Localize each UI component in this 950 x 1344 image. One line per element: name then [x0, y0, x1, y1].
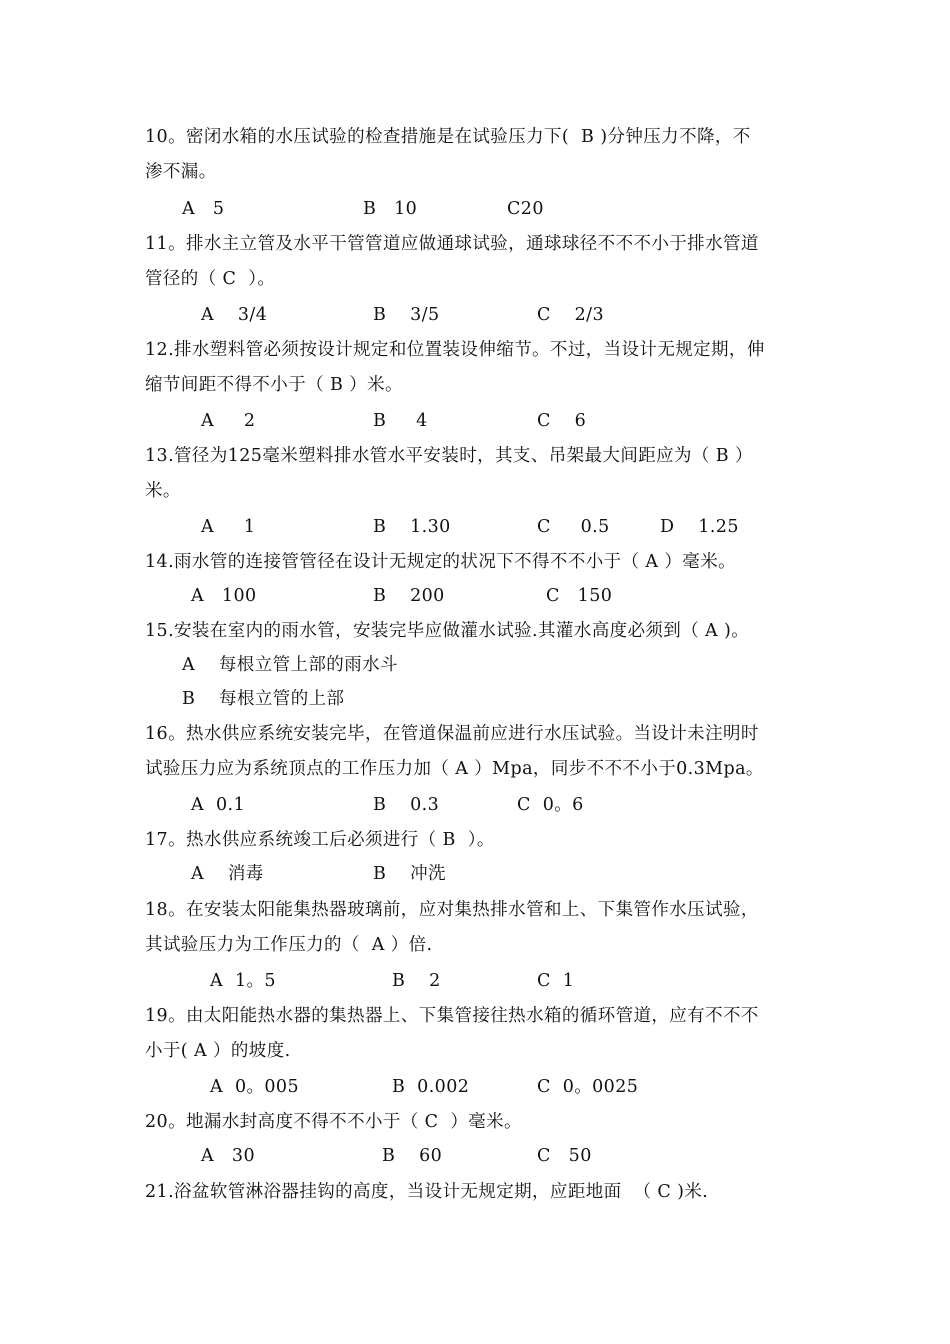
question-18-option-b: B 2	[392, 971, 441, 991]
question-16-option-a: A 0.1	[191, 795, 245, 815]
question-16-option-b: B 0.3	[373, 795, 440, 815]
question-15-option-b: B 每根立管的上部	[182, 689, 345, 709]
question-13-option-c: C 0.5	[537, 517, 610, 537]
question-11-option-b: B 3/5	[373, 305, 440, 325]
question-14-line-1: 14.雨水管的连接管管径在设计无规定的状况下不得不不小于（ A ）毫米。	[145, 552, 736, 572]
question-14-option-a: A 100	[191, 586, 257, 606]
question-10-option-b: B 10	[363, 199, 418, 219]
question-13-option-a: A 1	[201, 517, 256, 537]
question-19-option-a: A 0。005	[210, 1077, 299, 1097]
question-12-line-2: 缩节间距不得不小于（ B ）米。	[145, 375, 403, 395]
question-13-option-b: B 1.30	[373, 517, 451, 537]
question-19-line-1: 19。由太阳能热水器的集热器上、下集管接往热水箱的循环管道，应有不不不	[145, 1006, 759, 1026]
question-20-option-c: C 50	[537, 1146, 592, 1166]
question-18-line-1: 18。在安装太阳能集热器玻璃前，应对集热排水管和上、下集管作水压试验，	[145, 900, 759, 920]
question-17-option-a: A 消毒	[191, 864, 264, 884]
question-19-line-2: 小于( A ）的坡度.	[145, 1041, 291, 1061]
question-18-line-2: 其试验压力为工作压力的（ A ）倍.	[145, 935, 433, 955]
question-14-option-c: C 150	[546, 586, 613, 606]
question-13-line-2: 米。	[145, 481, 181, 501]
question-20-line-1: 20。地漏水封高度不得不不小于（ C ）毫米。	[145, 1112, 522, 1132]
question-11-line-1: 11。排水主立管及水平干管管道应做通球试验，通球球径不不不小于排水管道	[145, 234, 759, 254]
question-13-line-1: 13.管径为125毫米塑料排水管水平安装时，其支、吊架最大间距应为（ B ）	[145, 446, 753, 466]
question-18-option-a: A 1。5	[210, 971, 276, 991]
question-11-line-2: 管径的（ C ）。	[145, 269, 276, 289]
question-14-option-b: B 200	[373, 586, 445, 606]
question-10-line-2: 渗不漏。	[145, 162, 217, 182]
question-20-option-a: A 30	[201, 1146, 255, 1166]
question-19-option-b: B 0.002	[392, 1077, 470, 1097]
question-12-option-b: B 4	[373, 411, 428, 431]
question-17-line-1: 17。热水供应系统竣工后必须进行（ B ）。	[145, 830, 495, 850]
question-16-line-1: 16。热水供应系统安装完毕，在管道保温前应进行水压试验。当设计未注明时	[145, 724, 759, 744]
question-15-line-1: 15.安装在室内的雨水管，安装完毕应做灌水试验.其灌水高度必须到（ A )。	[145, 621, 750, 641]
question-15-option-a: A 每根立管上部的雨水斗	[182, 655, 398, 675]
question-16-option-c: C 0。6	[517, 795, 584, 815]
question-13-option-d: D 1.25	[660, 517, 739, 537]
question-18-option-c: C 1	[537, 971, 575, 991]
question-20-option-b: B 60	[382, 1146, 443, 1166]
question-11-option-c: C 2/3	[537, 305, 605, 325]
question-19-option-c: C 0。0025	[537, 1077, 639, 1097]
question-17-option-b: B 冲洗	[373, 864, 446, 884]
question-12-option-a: A 2	[201, 411, 256, 431]
question-12-option-c: C 6	[537, 411, 587, 431]
question-21-line-1: 21.浴盆软管淋浴器挂钩的高度，当设计无规定期，应距地面 （ C )米.	[145, 1182, 709, 1202]
question-11-option-a: A 3/4	[201, 305, 268, 325]
question-12-line-1: 12.排水塑料管必须按设计规定和位置装设伸缩节。不过，当设计无规定期，伸	[145, 340, 765, 360]
question-10-option-a: A 5	[182, 199, 225, 219]
question-16-line-2: 试验压力应为系统顶点的工作压力加（ A ）Mpa，同步不不不小于0.3Mpa。	[145, 759, 764, 779]
question-10-option-c: C20	[507, 199, 544, 219]
question-10-line-1: 10。密闭水箱的水压试验的检查措施是在试验压力下( B )分钟压力不降，不	[145, 127, 751, 147]
